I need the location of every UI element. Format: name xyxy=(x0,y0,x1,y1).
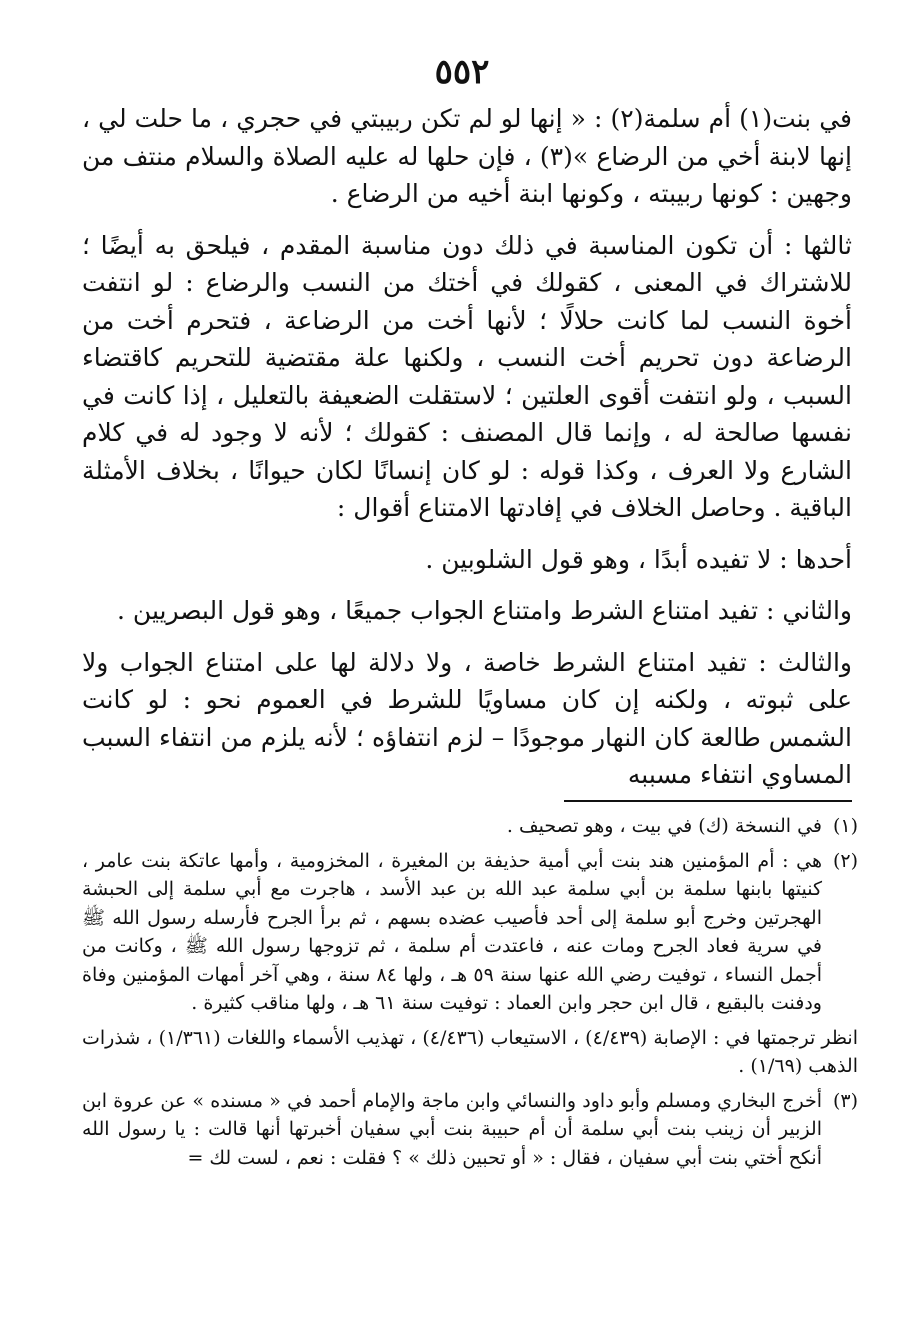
footnote-text: انظر ترجمتها في : الإصابة (٤/٤٣٩) ، الاستيعاب (٤/٤٣٦) ، تهذيب الأسماء واللغات (١/٣٦١) ، شذرات الذهب (١/٦٩) . xyxy=(82,1026,859,1077)
footnote-number: (١) xyxy=(832,815,858,837)
paragraph-2: ثالثها : أن تكون المناسبة في ذلك دون مناسبة المقدم ، فيلحق به أيضًا ؛ للاشتراك في المعنى ، كقولك في أختك من النسب والرضاع : لو انتفت أخوة النسب لما كانت حلالًا ؛ لأنها أخت من الرضاعة ، فتحرم أخت من الرضاعة دون تحريم أخت النسب ، ولكنها علة مقتضية للتحريم كاقتضاء السبب ، ولو انتفت أقوى العلتين ؛ لاستقلت الضعيفة بالتعليل ، إذا كانت في نفسها صالحة له ، وإنما قال المصنف : كقولك ؛ لأنه لا وجود له في كلام الشارع ولا العرف ، وكذا قوله : لو كان إنسانًا لكان حيوانًا ، بخلاف الأمثلة الباقية . وحاصل الخلاف في إفادتها الامتناع أقوال : xyxy=(82,230,852,522)
footnote-divider xyxy=(564,800,852,802)
footnote-2 xyxy=(82,847,858,1018)
paragraph-5: والثالث : تفيد امتناع الشرط خاصة ، ولا دلالة لها على امتناع الجواب ولا على ثبوته ، ولكنه إن كان مساويًا للشرط في العموم نحو : لو كانت الشمس طالعة كان النهار موجودًا – لزم انتفاؤه ؛ لأنه يلزم من انتفاء السبب المساوي انتفاء مسببه xyxy=(82,647,853,789)
footnote-3 xyxy=(82,1087,858,1173)
footnote-number: (٣) xyxy=(832,1089,858,1112)
footnotes xyxy=(82,812,858,1178)
page-number: ٥٥٢ xyxy=(434,52,490,92)
paragraph-4: والثاني : تفيد امتناع الشرط وامتناع الجواب جميعًا ، وهو قول البصريين . xyxy=(117,596,852,625)
footnote-2-references xyxy=(82,1024,858,1081)
paragraph-1: في بنت(١) أم سلمة(٢) : « إنها لو لم تكن ربيبتي في حجري ، ما حلت لي ، إنها لابنة أخي من الرضاع »(٣) ، فإن حلها له عليه الصلاة والسلام منتف من وجهين : كونها ربيبته ، وكونها ابنة أخيه من الرضاع . xyxy=(82,104,852,208)
footnote-text: في النسخة (ك) في بيت ، وهو تصحيف . xyxy=(506,815,822,837)
main-text xyxy=(82,100,852,808)
paragraph-3: أحدها : لا تفيده أبدًا ، وهو قول الشلوبين . xyxy=(425,544,852,574)
footnote-text: هي : أم المؤمنين هند بنت أبي أمية حذيفة بن المغيرة ، المخزومية ، وأمها عاتكة بنت عامر ، كنيتها بابنها سلمة بن أبي سلمة عبد الله بن عبد الأسد ، هاجرت مع أبي سلمة إلى الحبشة الهجرتين وخرج أبو سلمة إلى أحد فأصيب عضده بسهم ، ثم برأ الجرح فأرسله رسول الله ﷺ في سرية فعاد الجرح ومات عنه ، فاعتدت أم سلمة ، ثم تزوجها رسول الله ﷺ ، وكانت من أجمل النساء ، توفيت رضي الله عنها سنة ٥٩ هـ ، ولها ٨٤ سنة ، وهي آخر أمهات المؤمنين وفاة ودفنت بالبقيع ، قال ابن حجر وابن العماد : توفيت سنة ٦١ هـ ، ولها مناقب كثيرة . xyxy=(82,849,823,1014)
footnote-text: أخرج البخاري ومسلم وأبو داود والنسائي وابن ماجة والإمام أحمد في « مسنده » عن عروة ابن الزبير أن زينب بنت أبي سلمة أن أم حبيبة بنت أبي سفيان أخبرتها أنها قالت : يا رسول الله أنكح أختي بنت أبي سفيان ، فقال : « أو تحبين ذلك » ؟ فقلت : نعم ، لست لك = xyxy=(82,1089,822,1169)
footnote-number: (٢) xyxy=(832,849,858,872)
footnote-1 xyxy=(82,812,858,841)
